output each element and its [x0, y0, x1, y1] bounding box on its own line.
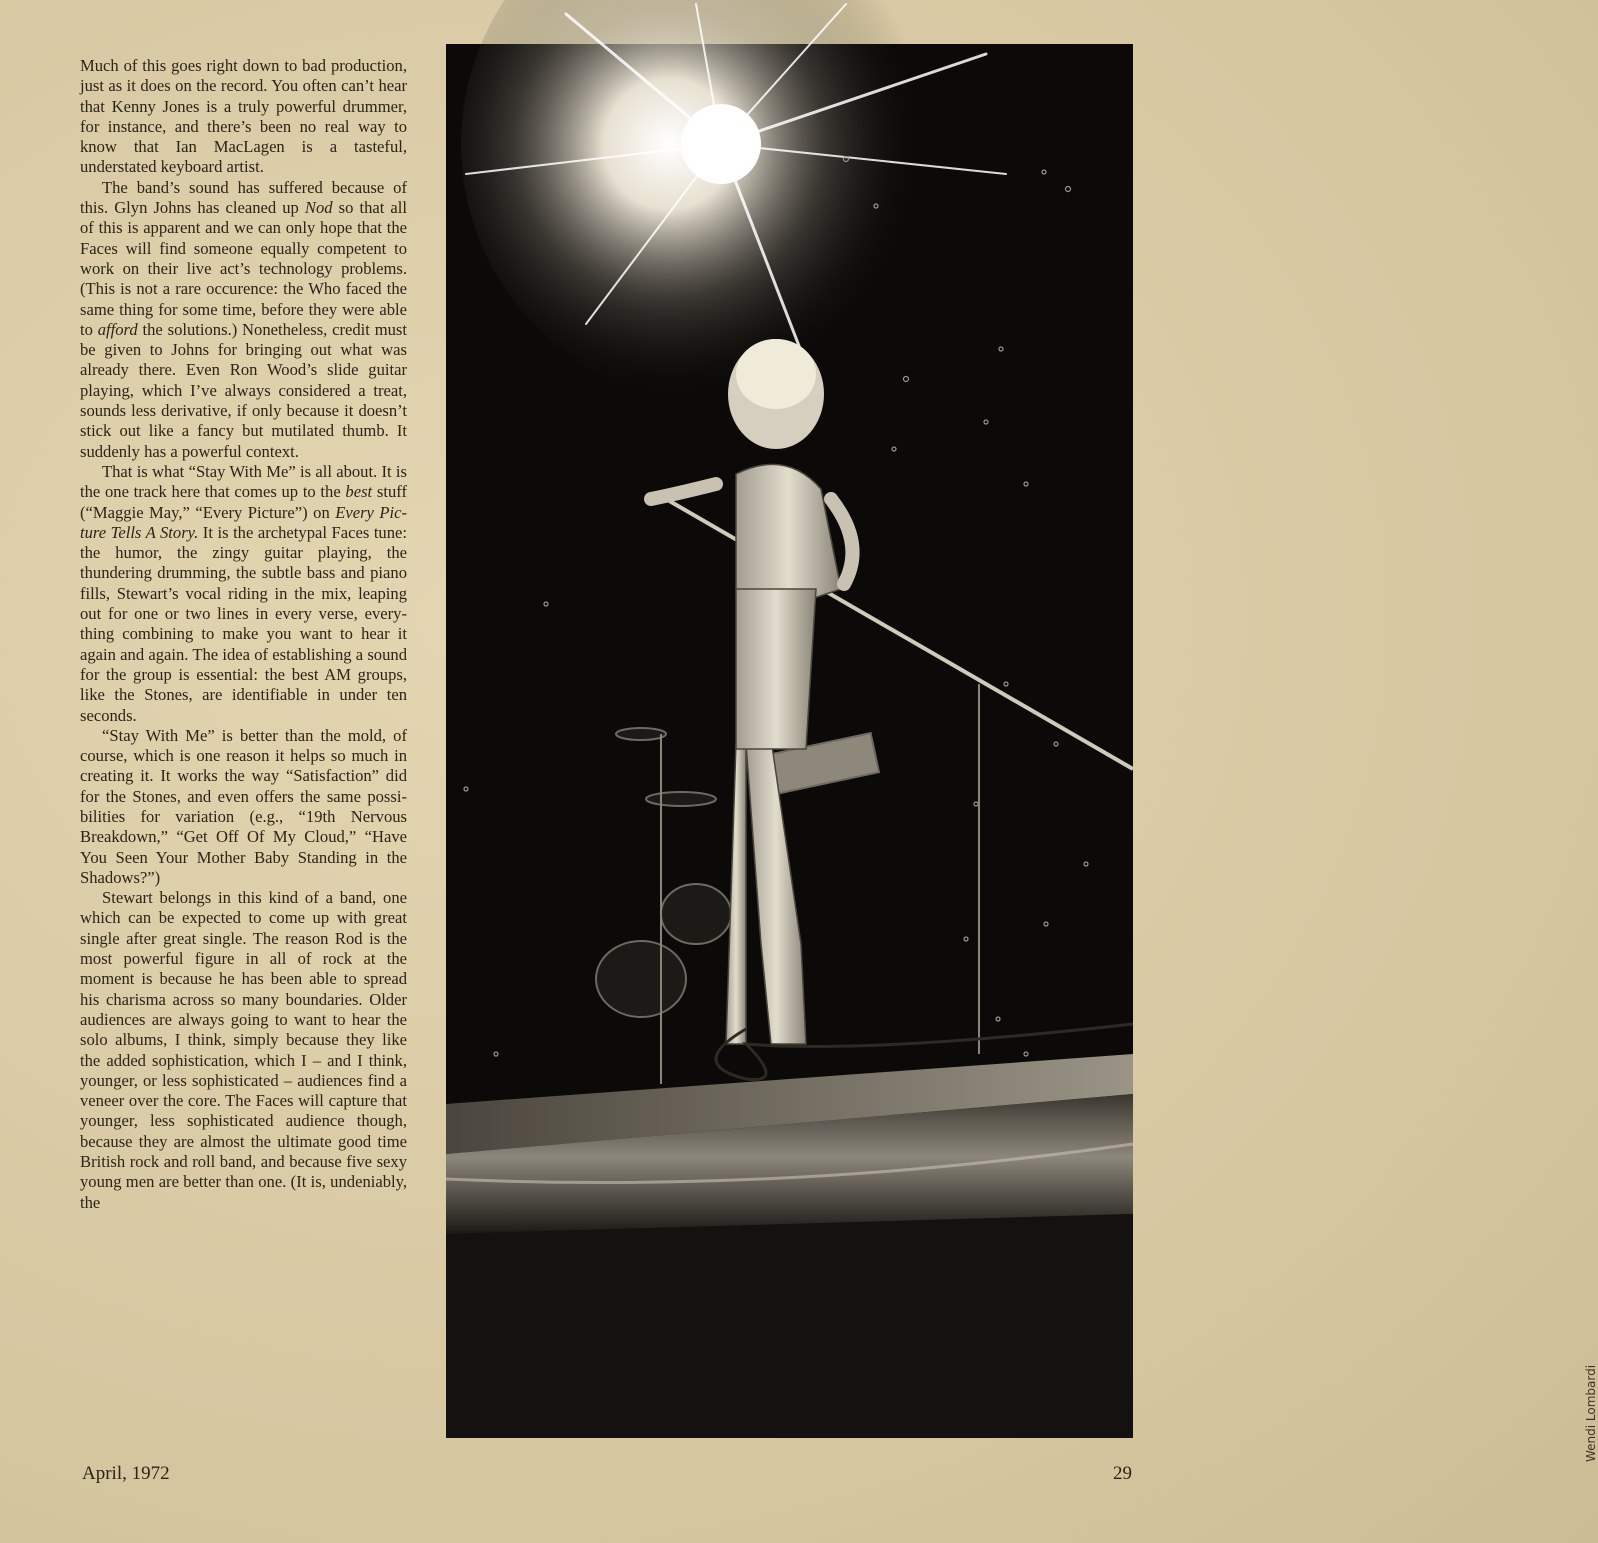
- article-paragraph-4: “Stay With Me” is better than the mold, of course, which is one reason it helps so much in creating it. It works the way “Satisfaction” did for the Stones, and even offers the same possibilities for variation (e.g., “19th Nervous Breakdown,” “Get Off Of My Cloud,” “Have You Seen Your Mother Baby Standing in the Shadows?”): [80, 725, 407, 887]
- concert-photo-illustration: [446, 44, 1133, 1438]
- article-paragraph-1: Much of this goes right down to bad production, just as it does on the record. You often can’t hear that Kenny Jones is a truly powerful drummer, for instance, and there’s been no real way to know that Ian MacLagen is a tasteful, understated keyboard artist.: [80, 56, 407, 177]
- article-paragraph-3: That is what “Stay With Me” is all about. It is the one track here that comes up to the best stuff (“Maggie May,” “Every Picture”) on Every Picture Tells A Story. It is the archetypal Faces tune: the humor, the zingy guitar playing, the thundering drumming, the subtle bass and piano fills, Stewart’s vocal riding in the mix, leaping out for one or two lines in every verse, everything combining to make you want to hear it again and again. The idea of establishing a sound for the group is essential: the best AM groups, like the Stones, are identifiable in under ten seconds.: [80, 461, 407, 725]
- article-paragraph-2: The band’s sound has suffered because of this. Glyn Johns has cleaned up Nod so that all of this is apparent and we can only hope that the Faces will find someone equally competent to work on their live act’s technology problems. (This is not a rare occurence: the Who faced the same thing for some time, before they were able to afford the solutions.) Nonetheless, credit must be given to Johns for bringing out what was already there. Even Ron Wood’s slide guitar playing, which I’ve always considered a treat, sounds less derivative, if only because it doesn’t stick out like a fancy but mutilated thumb. It suddenly has a powerful context.: [80, 177, 408, 461]
- page-number: 29: [1113, 1463, 1132, 1484]
- issue-date: April, 1972: [82, 1463, 170, 1484]
- concert-photo: [446, 44, 1598, 1462]
- article-paragraph-5: Stewart belongs in this kind of a band, one which can be expected to come up with great single after great single. The reason Rod is the most powerful figure in all of rock at the moment is because he has been able to spread his charisma across so many boundaries. Older audiences are always going to want to hear the solo albums, I think, simply because they like the added sophistication, which I – and I think, younger, or less sophisticated – audiences find a veneer over the core. The Faces will capture that younger, less sophisticated audience though, because they are almost the ultimate good time British rock and roll band, and because five sexy young men are better than one. (It is, undeniably, the: [80, 888, 407, 1212]
- photo-credit: Wendi Lombardi: [1584, 1364, 1598, 1462]
- article-column: [80, 56, 407, 1213]
